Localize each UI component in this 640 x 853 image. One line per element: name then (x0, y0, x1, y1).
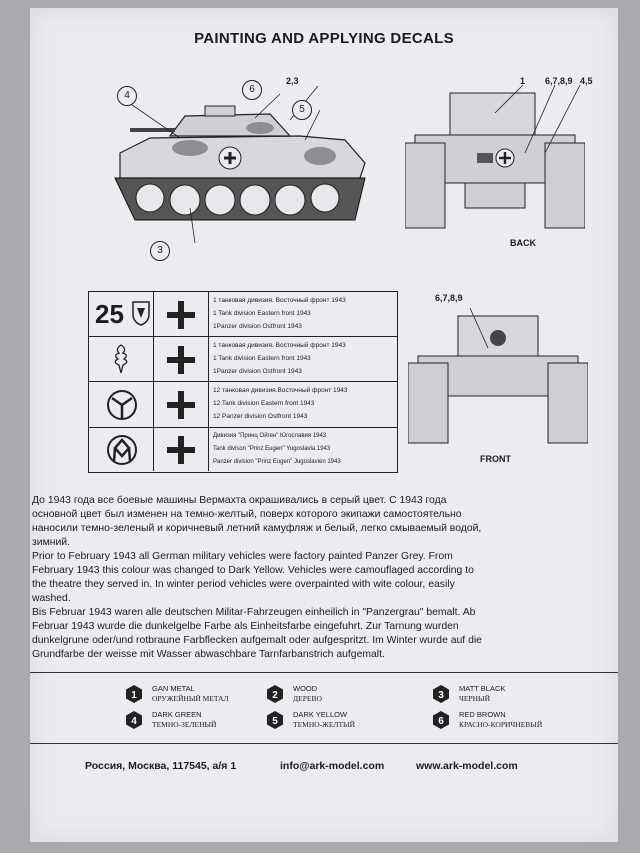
color-name-en: GAN METAL (152, 684, 195, 693)
tank-front-view (408, 308, 588, 448)
side-callout-23: 2,3 (286, 76, 299, 86)
marking-line: Tank divison "Prinz Eugen" Yugoslavia 1943 (213, 446, 331, 452)
text-line: Prior to February 1943 all German military vehicles were factory painted Panzer Grey. From (32, 551, 453, 562)
marking-line: 1 танковая дивизия. Восточный фронт 1943 (213, 297, 346, 304)
marking-line: 1 Tank division Eastern front 1943 (213, 355, 311, 362)
division-25-shield-icon (132, 300, 150, 326)
text-german (32, 606, 620, 662)
divider (30, 672, 618, 673)
text-line: основной цвет был изменен на темно-желтый, поверх которого экипажи самостоятельно (32, 509, 462, 520)
text-line: dunkelgrune oder/und rotbraune Farbflecken aufgemalt oder aufgespritzt. Im Winter wurde auf die (32, 635, 482, 646)
marking-line: 12 Panzer division Ostfront 1943 (213, 413, 308, 420)
color-num: 5 (272, 716, 278, 727)
tank-back-view (405, 83, 585, 233)
marking-table (88, 291, 398, 473)
oak-leaf-icon (109, 343, 133, 375)
back-label: BACK (510, 238, 536, 248)
color-item-6 (432, 711, 602, 737)
footer-website[interactable]: www.ark-model.com (416, 760, 518, 772)
side-callout-5: 5 (292, 100, 312, 120)
divider (30, 743, 618, 744)
paint-badge-icon (125, 685, 143, 703)
color-name-ru: КРАСНО-КОРИЧНЕВЫЙ (459, 720, 543, 729)
marking-row-3 (89, 382, 397, 428)
balkenkreuz-icon (166, 435, 196, 465)
color-name-ru: ДЕРЕВО (293, 694, 322, 703)
side-callout-4: 4 (117, 86, 137, 106)
front-callout-6789: 6,7,8,9 (435, 293, 463, 303)
color-name-ru: ОРУЖЕЙНЫЙ МЕТАЛ (152, 694, 229, 703)
color-num: 3 (438, 690, 444, 701)
paint-badge-icon (266, 711, 284, 729)
footer-email[interactable]: info@ark-model.com (280, 760, 385, 772)
marking-row-2 (89, 337, 397, 382)
back-callout-45: 4,5 (580, 76, 593, 86)
paint-badge-icon (432, 711, 450, 729)
paint-badge-icon (432, 685, 450, 703)
color-name-en: WOOD (293, 684, 318, 693)
marking-row-4 (89, 428, 397, 471)
color-name-en: DARK GREEN (152, 710, 202, 719)
emblem-cell (89, 292, 154, 336)
marking-line: 1 Tank division Eastern front 1943 (213, 310, 311, 317)
balkenkreuz-icon (166, 345, 196, 375)
text-line: the theatre they served in. In winter period vehicles were overpainted with wite colour, easily (32, 579, 455, 590)
color-num: 1 (131, 690, 137, 701)
odal-rune-icon (106, 434, 138, 466)
tank-side-view (90, 78, 390, 248)
marking-line: 1Panzer division Ostfront 1943 (213, 323, 302, 330)
text-line: washed. (32, 593, 71, 604)
marking-line: 1 танковая дивизия. Восточный фронт 1943 (213, 342, 346, 349)
color-name-ru: ЧЕРНЫЙ (459, 694, 490, 703)
side-callout-3: 3 (150, 241, 170, 261)
marking-line: 12 танковая дивизия.Восточный фронт 1943 (213, 387, 348, 394)
paint-badge-icon (125, 711, 143, 729)
marking-line: 1Panzer division Ostfront 1943 (213, 368, 302, 375)
text-line: Februar 1943 wurde die dunkelgelbe Farbe als Einheitsfarbe eingefuhrt. Zur Tarnung wurden (32, 621, 459, 632)
text-line: Grundfarbe der weisse mit Wasser abwaschbare Tarnfarbanstrich aufgemalt. (32, 649, 385, 660)
color-name-ru: ТЕМНО-ЖЕЛТЫЙ (293, 720, 355, 729)
color-name-en: RED BROWN (459, 710, 506, 719)
color-num: 2 (272, 690, 278, 701)
division-number: 25 (95, 299, 124, 329)
paint-badge-icon (266, 685, 284, 703)
text-line: наносили темно-зеленый и коричневый летний камуфляж и белый, легко смываемый водой, (32, 523, 482, 534)
color-item-5 (266, 711, 436, 737)
balkenkreuz-icon (166, 300, 196, 330)
color-item-2 (266, 685, 436, 711)
color-name-en: DARK YELLOW (293, 710, 348, 719)
front-label: FRONT (480, 454, 511, 464)
color-item-3 (432, 685, 602, 711)
text-line: Bis Februar 1943 waren alle deutschen Militar-Fahrzeugen einheilich in "Panzergrau" bemalt. Ab (32, 607, 476, 618)
y-rune-circle-icon (106, 389, 138, 421)
text-line: February 1943 this colour was changed to Dark Yellow. Vehicles were camouflaged according to (32, 565, 474, 576)
side-callout-6: 6 (242, 80, 262, 100)
page-title: PAINTING AND APPLYING DECALS (194, 30, 454, 47)
color-num: 6 (438, 716, 444, 727)
marking-line: 12 Tank division Eastern front 1943 (213, 400, 315, 407)
text-russian (32, 494, 620, 550)
text-english (32, 550, 620, 606)
footer-address: Россия, Москва, 117545, а/я 1 (85, 760, 237, 772)
instruction-sheet (30, 8, 618, 842)
back-callout-1: 1 (520, 76, 526, 86)
text-line: зимний. (32, 537, 70, 548)
back-callout-6789: 6,7,8,9 (545, 76, 573, 86)
color-num: 4 (131, 716, 137, 727)
color-name-ru: ТЕМНО-ЗЕЛЕНЫЙ (152, 720, 217, 729)
marking-line: Panzer division "Prinz Eugen" Jugoslavien 1943 (213, 459, 341, 465)
color-name-en: MATT BLACK (459, 684, 506, 693)
marking-row-1 (89, 292, 397, 337)
text-line: До 1943 года все боевые машины Вермахта окрашивались в серый цвет. С 1943 года (32, 495, 447, 506)
marking-line: Дивизия "Принц Ойген" Югославия 1943 (213, 433, 327, 439)
balkenkreuz-icon (166, 390, 196, 420)
